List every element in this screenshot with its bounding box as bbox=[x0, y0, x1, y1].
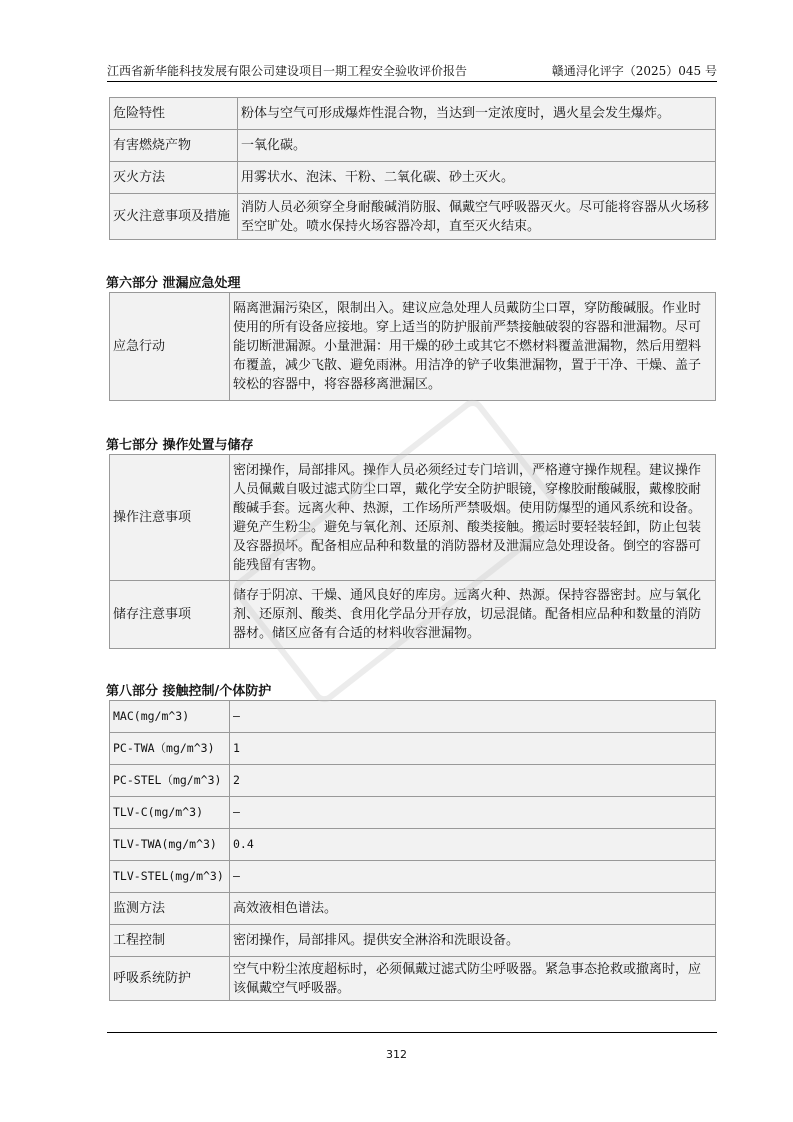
table-row bbox=[110, 455, 716, 581]
table-row bbox=[110, 581, 716, 649]
table-row bbox=[110, 293, 716, 401]
row-value: – bbox=[230, 797, 716, 829]
section-title: 第八部分 接触控制/个体防护 bbox=[106, 684, 272, 699]
row-label: MAC(mg/m^3) bbox=[110, 701, 230, 733]
spill-table bbox=[109, 292, 716, 401]
table-row bbox=[110, 733, 716, 765]
table-row bbox=[110, 765, 716, 797]
row-value: 0.4 bbox=[230, 829, 716, 861]
table-row bbox=[110, 130, 716, 162]
row-value: 密闭操作，局部排风。提供安全淋浴和洗眼设备。 bbox=[230, 925, 716, 957]
row-label: 操作注意事项 bbox=[110, 455, 230, 581]
row-value: – bbox=[230, 861, 716, 893]
row-value: 隔离泄漏污染区，限制出入。建议应急处理人员戴防尘口罩，穿防酸碱服。作业时使用的所有设备应接地。穿上适当的防护服前严禁接触破裂的容器和泄漏物。尽可能切断泄漏源。小量泄漏：用干燥的砂土或其它不燃材料覆盖泄漏物，然后用塑料布覆盖，减少飞散、避免雨淋。用洁净的铲子收集泄漏物，置于干净、干燥、盖子较松的容器中，将容器移离泄漏区。 bbox=[230, 293, 716, 401]
table-row bbox=[110, 162, 716, 194]
table-row bbox=[110, 893, 716, 925]
row-value: 空气中粉尘浓度超标时，必须佩戴过滤式防尘呼吸器。紧急事态抢救或撤离时，应该佩戴空气呼吸器。 bbox=[230, 957, 716, 1001]
table-row bbox=[110, 925, 716, 957]
row-value: 用雾状水、泡沫、干粉、二氧化碳、砂土灭火。 bbox=[238, 162, 716, 194]
row-label: 危险特性 bbox=[110, 98, 238, 130]
row-label: 应急行动 bbox=[110, 293, 230, 401]
exposure-table bbox=[109, 700, 716, 1001]
row-value: – bbox=[230, 701, 716, 733]
row-label: 储存注意事项 bbox=[110, 581, 230, 649]
footer-divider bbox=[107, 1032, 717, 1033]
row-label: TLV-STEL(mg/m^3) bbox=[110, 861, 230, 893]
row-value: 2 bbox=[230, 765, 716, 797]
handling-table bbox=[109, 454, 716, 649]
row-value: 密闭操作，局部排风。操作人员必须经过专门培训，严格遵守操作规程。建议操作人员佩戴自吸过滤式防尘口罩，戴化学安全防护眼镜，穿橡胶耐酸碱服，戴橡胶耐酸碱手套。远离火种、热源，工作场所严禁吸烟。使用防爆型的通风系统和设备。避免产生粉尘。避免与氧化剂、还原剂、酸类接触。搬运时要轻装轻卸，防止包装及容器损坏。配备相应品种和数量的消防器材及泄漏应急处理设备。倒空的容器可能残留有害物。 bbox=[230, 455, 716, 581]
row-label: 工程控制 bbox=[110, 925, 230, 957]
row-label: 灭火方法 bbox=[110, 162, 238, 194]
row-value: 粉体与空气可形成爆炸性混合物，当达到一定浓度时，遇火星会发生爆炸。 bbox=[238, 98, 716, 130]
table-row bbox=[110, 98, 716, 130]
section-title: 第六部分 泄漏应急处理 bbox=[106, 276, 241, 291]
table-row bbox=[110, 701, 716, 733]
row-value: 储存于阴凉、干燥、通风良好的库房。远离火种、热源。保持容器密封。应与氧化剂、还原剂、酸类、食用化学品分开存放，切忌混储。配备相应品种和数量的消防器材。储区应备有合适的材料收容泄漏物。 bbox=[230, 581, 716, 649]
row-label: 有害燃烧产物 bbox=[110, 130, 238, 162]
table-row bbox=[110, 829, 716, 861]
row-value: 一氧化碳。 bbox=[238, 130, 716, 162]
row-label: PC-STEL（mg/m^3) bbox=[110, 765, 230, 797]
row-label: 监测方法 bbox=[110, 893, 230, 925]
row-label: PC-TWA（mg/m^3) bbox=[110, 733, 230, 765]
row-label: 呼吸系统防护 bbox=[110, 957, 230, 1001]
row-value: 1 bbox=[230, 733, 716, 765]
row-value: 消防人员必须穿全身耐酸碱消防服、佩戴空气呼吸器灭火。尽可能将容器从火场移至空旷处。喷水保持火场容器冷却，直至灭火结束。 bbox=[238, 194, 716, 240]
table-row bbox=[110, 861, 716, 893]
table-row bbox=[110, 797, 716, 829]
report-title: 江西省新华能科技发展有限公司建设项目一期工程安全验收评价报告 bbox=[107, 64, 468, 78]
row-label: TLV-C(mg/m^3) bbox=[110, 797, 230, 829]
section-title: 第七部分 操作处置与储存 bbox=[106, 438, 254, 453]
table-row bbox=[110, 957, 716, 1001]
fire-table bbox=[109, 97, 716, 240]
table-row bbox=[110, 194, 716, 240]
row-label: 灭火注意事项及措施 bbox=[110, 194, 238, 240]
row-label: TLV-TWA(mg/m^3) bbox=[110, 829, 230, 861]
page-number: 312 bbox=[386, 1048, 407, 1061]
page-header bbox=[107, 62, 717, 82]
report-code: 赣通浔化评字（2025）045 号 bbox=[551, 64, 717, 78]
row-value: 高效液相色谱法。 bbox=[230, 893, 716, 925]
